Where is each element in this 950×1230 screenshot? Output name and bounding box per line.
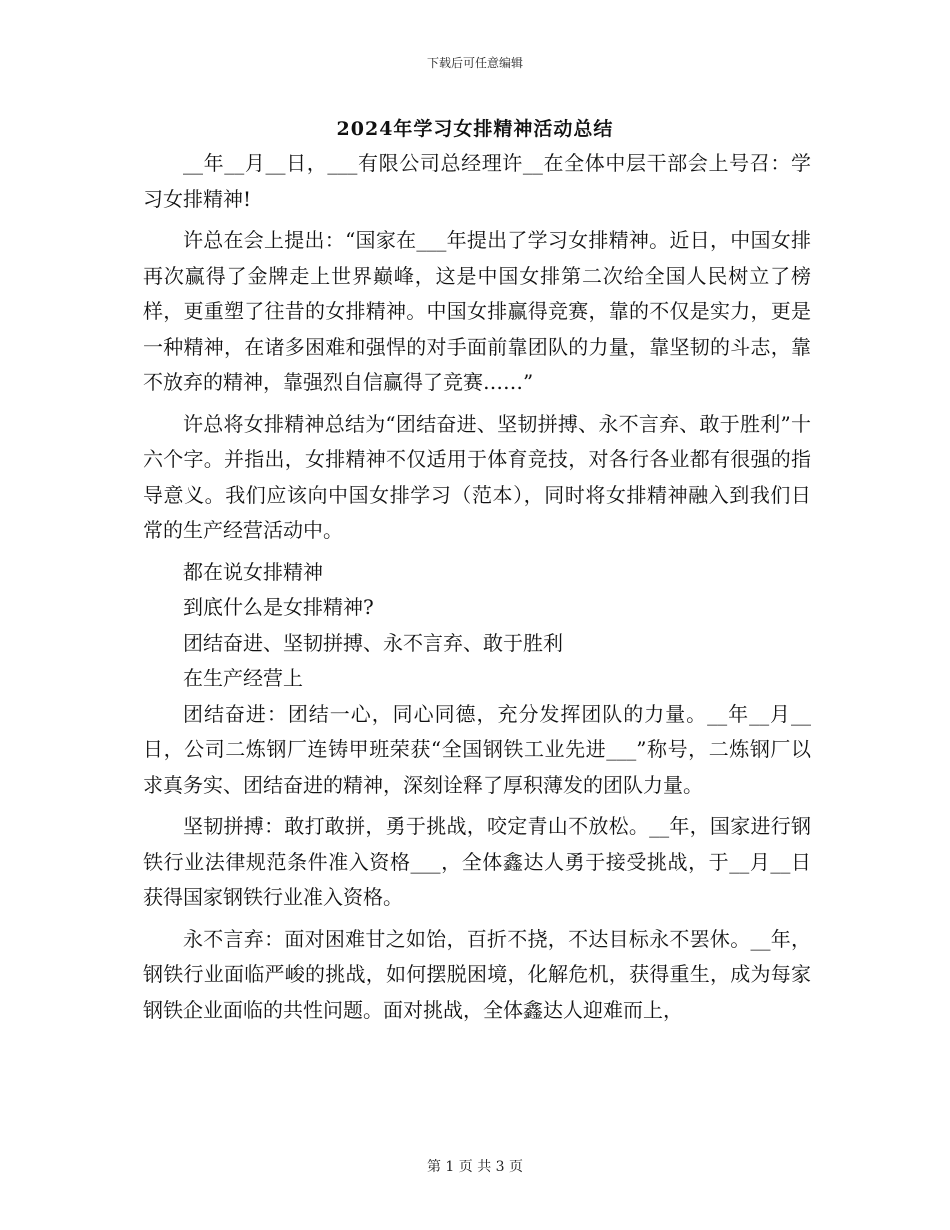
header-note: 下载后可任意编辑 xyxy=(426,56,523,70)
paragraph-7: 在生产经营上 xyxy=(183,666,303,690)
page-number: 第 1 页 共 3 页 xyxy=(426,1159,524,1175)
paragraph-5: 到底什么是女排精神? xyxy=(183,595,374,619)
paragraph-6: 团结奋进、坚韧拼搏、永不言弃、敢于胜利 xyxy=(183,630,563,655)
paragraph-8: 团结奋进：团结一心，同心同德，充分发挥团队的力量。__年__月__日，公司二炼钢厂连铸甲班荣获“全国钢铁工业先进___”称号，二炼钢厂以求真务实、团结奋进的精神，深刻诠释了厚积薄发的团队力量。 xyxy=(143,701,811,797)
paragraph-9: 坚韧拼搏：敢打敢拼，勇于挑战，咬定青山不放松。__年，国家进行钢铁行业法律规范条件准入资格___，全体鑫达人勇于接受挑战，于__月__日获得国家钢铁行业准入资格。 xyxy=(143,814,811,909)
document-title: 2024年学习女排精神活动总结 xyxy=(336,118,614,140)
paragraph-3: 许总将女排精神总结为“团结奋进、坚韧拼搏、永不言弃、敢于胜利”十六个字。并指出，女排精神不仅适用于体育竞技，对各行各业都有很强的指导意义。我们应该向中国女排学习（范本），同时将女排精神融入到我们日常的生产经营活动中。 xyxy=(143,411,811,542)
paragraph-2: 许总在会上提出：“国家在___年提出了学习女排精神。近日，中国女排再次赢得了金牌走上世界巅峰，这是中国女排第二次给全国人民树立了榜样，更重塑了往昔的女排精神。中国女排赢得竞赛，靠的不仅是实力，更是一种精神，在诸多困难和强悍的对手面前靠团队的力量，靠坚韧的斗志，靠不放弃的精神，靠强烈自信赢得了竞赛……” xyxy=(143,228,811,394)
paragraph-4: 都在说女排精神 xyxy=(183,559,323,584)
document-body xyxy=(143,146,811,1034)
paragraph-1: __年__月__日，___有限公司总经理许__在全体中层干部会上号召：学习女排精神! xyxy=(143,151,811,211)
paragraph-10: 永不言弃：面对困难甘之如饴，百折不挠，不达目标永不罢休。__年，钢铁行业面临严峻的挑战，如何摆脱困境，化解危机，获得重生，成为每家钢铁企业面临的共性问题。面对挑战，全体鑫达人迎难而上， xyxy=(143,926,811,1022)
